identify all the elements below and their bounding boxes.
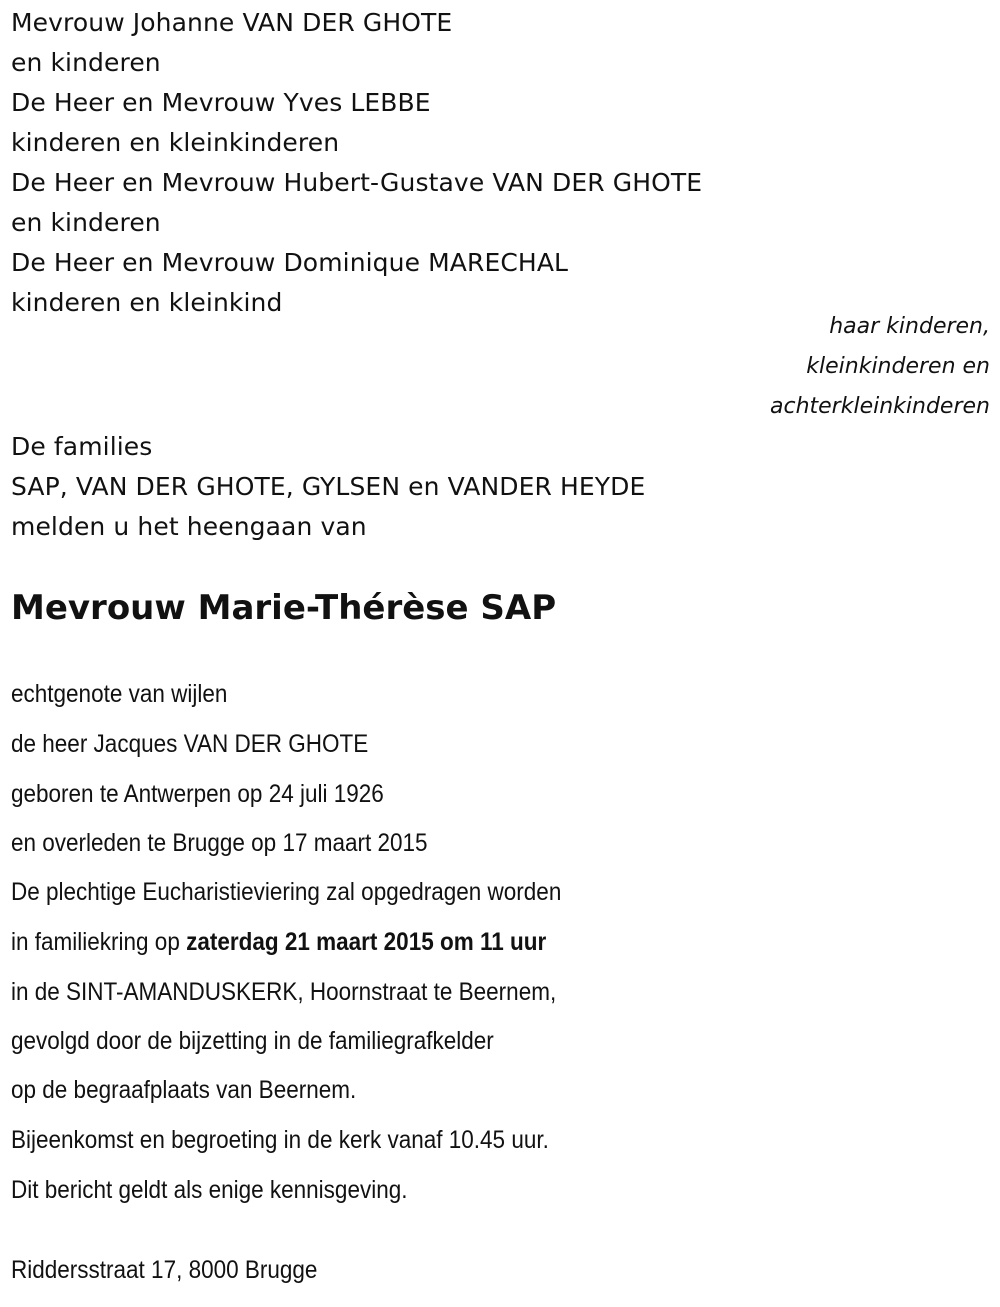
ceremony-prefix: in familiekring op xyxy=(11,928,187,956)
family-line: kinderen en kleinkind xyxy=(11,288,283,317)
detail-line: gevolgd door de bijzetting in de familiegrafkelder xyxy=(11,1027,494,1055)
detail-line: op de begraafplaats van Beernem. xyxy=(11,1076,357,1104)
family-line: en kinderen xyxy=(11,208,161,237)
right-note-line: achterkleinkinderen xyxy=(770,394,990,419)
detail-line: de heer Jacques VAN DER GHOTE xyxy=(11,730,369,758)
right-note-line: kleinkinderen en xyxy=(806,354,990,379)
detail-line: Dit bericht geldt als enige kennisgeving. xyxy=(11,1176,408,1204)
families-line: De families xyxy=(11,432,153,461)
deceased-name: Mevrouw Marie-Thérèse SAP xyxy=(11,588,557,628)
detail-line: en overleden te Brugge op 17 maart 2015 xyxy=(11,829,428,857)
family-line: kinderen en kleinkinderen xyxy=(11,128,340,157)
right-note-line: haar kinderen, xyxy=(829,314,990,339)
family-line: en kinderen xyxy=(11,48,161,77)
detail-line: in de SINT-AMANDUSKERK, Hoornstraat te Beernem, xyxy=(11,978,557,1006)
detail-line: geboren te Antwerpen op 24 juli 1926 xyxy=(11,780,384,808)
family-line: De Heer en Mevrouw Dominique MARECHAL xyxy=(11,248,569,277)
ceremony-line xyxy=(11,928,546,957)
family-line: Mevrouw Johanne VAN DER GHOTE xyxy=(11,8,453,37)
detail-line: De plechtige Eucharistieviering zal opgedragen worden xyxy=(11,878,562,906)
detail-line: Bijeenkomst en begroeting in de kerk vanaf 10.45 uur. xyxy=(11,1126,549,1154)
families-line: SAP, VAN DER GHOTE, GYLSEN en VANDER HEYDE xyxy=(11,472,646,501)
ceremony-datetime: zaterdag 21 maart 2015 om 11 uur xyxy=(186,928,547,956)
family-line: De Heer en Mevrouw Hubert-Gustave VAN DER GHOTE xyxy=(11,168,703,197)
address: Riddersstraat 17, 8000 Brugge xyxy=(11,1256,318,1284)
families-line: melden u het heengaan van xyxy=(11,512,367,541)
detail-line: echtgenote van wijlen xyxy=(11,680,228,708)
family-line: De Heer en Mevrouw Yves LEBBE xyxy=(11,88,431,117)
